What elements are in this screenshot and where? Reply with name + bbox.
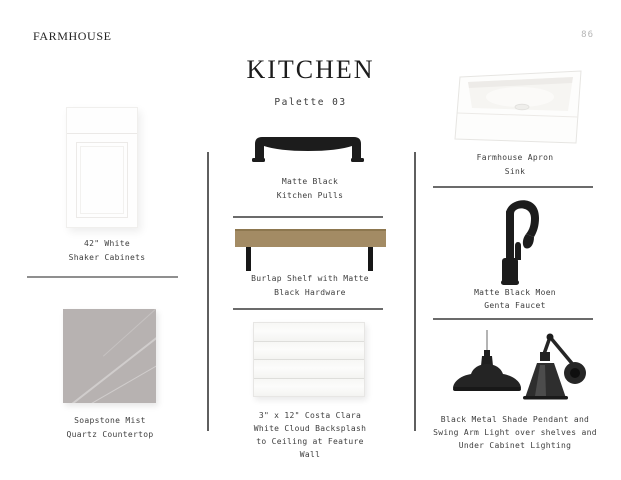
column-divider-right [414, 152, 416, 431]
pulls-caption-line2: Kitchen Pulls [276, 191, 344, 200]
faucet-caption [432, 286, 598, 312]
left-section-divider [27, 276, 178, 278]
page-number: 86 [581, 30, 594, 40]
right-section-divider-bottom [433, 318, 593, 320]
burlap-shelf-board [235, 229, 386, 247]
cabinet-door-panel [76, 142, 128, 218]
column-divider-left [207, 152, 209, 431]
black-faucet-image [493, 196, 553, 288]
cabinet-caption-line2: Shaker Cabinets [68, 253, 146, 262]
backsplash-caption-line1: 3" x 12" Costa Clara [258, 411, 362, 420]
farmhouse-sink-image [450, 63, 585, 151]
middle-section-divider-bottom [233, 308, 383, 310]
sink-caption-line2: Sink [504, 167, 526, 176]
tile-row [254, 342, 364, 360]
shelf-caption-line1: Burlap Shelf with Matte [251, 274, 369, 283]
pulls-caption-line1: Matte Black [281, 177, 339, 186]
brand-label: FARMHOUSE [33, 29, 112, 43]
tile-row [254, 379, 364, 397]
backsplash-caption-line2: White Cloud Backsplash [253, 424, 367, 433]
quartz-countertop-swatch [63, 309, 156, 403]
middle-section-divider-top [233, 216, 383, 218]
quartz-vein [63, 321, 156, 403]
quartz-vein [81, 349, 156, 403]
countertop-caption [27, 414, 193, 442]
lighting-caption-line1: Black Metal Shade Pendant and [440, 415, 590, 424]
pendant-shade [453, 364, 521, 388]
faucet-handle [515, 242, 521, 260]
countertop-caption-line1: Soapstone Mist [74, 416, 146, 425]
pulls-caption [225, 175, 395, 203]
right-section-divider-top [433, 186, 593, 188]
countertop-caption-line2: Quartz Countertop [66, 430, 154, 439]
tile-row [254, 323, 364, 341]
swing-arm-upper [550, 337, 575, 367]
backsplash-caption-line4: Wall [299, 450, 321, 459]
faucet-caption-line1: Matte Black Moen [474, 288, 556, 297]
shelf-caption [225, 272, 395, 300]
palette-subtitle: Palette 03 [274, 97, 347, 108]
cabinet-drawer-line [67, 133, 137, 134]
sink-drain [515, 104, 529, 110]
backsplash-caption [225, 409, 395, 461]
lighting-image [448, 328, 596, 412]
subway-tile-image [253, 322, 365, 397]
shelf-caption-line2: Black Hardware [274, 288, 346, 297]
cabinet-caption [27, 237, 187, 265]
lighting-caption-line3: Under Cabinet Lighting [458, 441, 572, 450]
cabinet-pull-image [252, 135, 364, 162]
sink-caption-line1: Farmhouse Apron [476, 153, 554, 162]
cabinet-caption-line1: 42" White [83, 239, 131, 248]
shelf-bracket-right [368, 247, 373, 271]
shaker-cabinet-image [66, 107, 138, 228]
sink-caption [432, 151, 598, 179]
lighting-caption [430, 413, 600, 452]
shelf-bracket-left [246, 247, 251, 271]
backsplash-caption-line3: to Ceiling at Feature [256, 437, 364, 446]
tile-row [254, 360, 364, 378]
quartz-vein [103, 309, 156, 357]
faucet-caption-line2: Genta Faucet [484, 301, 546, 310]
page-title: KITCHEN [246, 55, 375, 84]
lighting-caption-line2: Swing Arm Light over shelves and [433, 428, 597, 437]
